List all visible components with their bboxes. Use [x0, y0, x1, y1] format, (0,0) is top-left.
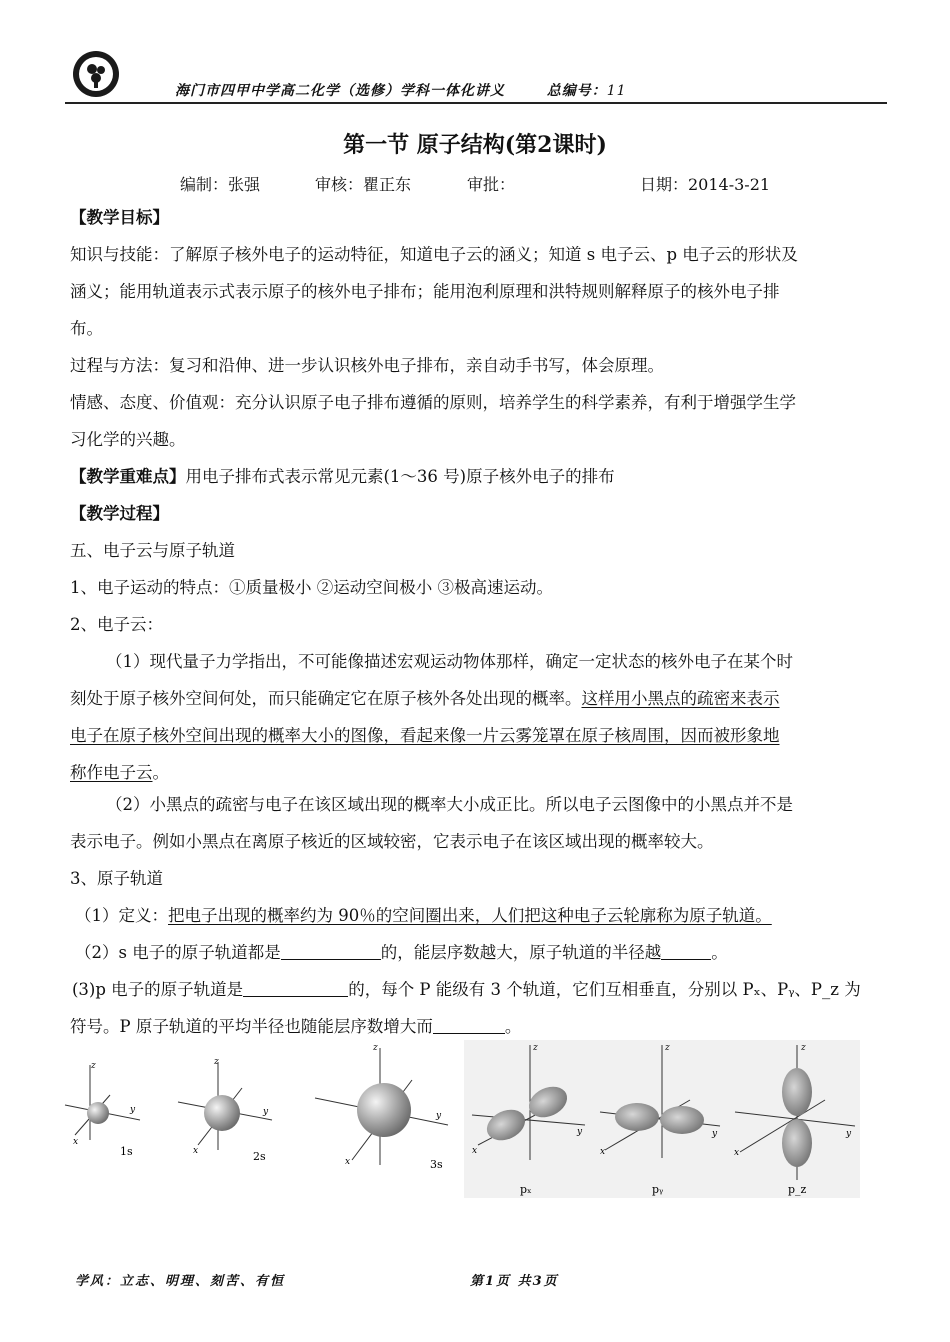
axis-z-2s: z: [214, 1057, 219, 1067]
s-radius-blank[interactable]: [661, 943, 711, 960]
edition-label: 总编号：: [546, 83, 607, 99]
edition-number: 11: [606, 83, 627, 99]
s-orbital-b: 的，能层序数越大，原子轨道的半径越: [380, 943, 662, 962]
orbital-1s: [65, 1061, 140, 1158]
key-points: [70, 458, 890, 495]
reviewer: 审核：瞿正东: [315, 175, 412, 194]
school-logo: [72, 50, 120, 98]
page-title: 第一节 原子结构(第2课时): [343, 132, 607, 158]
knowledge-line-1: 知识与技能：了解原子核外电子的运动特征，知道电子云的涵义；知道 s 电子云、p 电子云的形状及: [70, 245, 798, 264]
orbital-figures: [60, 1040, 860, 1200]
axis-z-py: z: [665, 1043, 670, 1053]
p-orbital-a: (3)p 电子的原子轨道是: [72, 980, 244, 999]
p-orbital-line2-a: 符号。P 原子轨道的平均半径也随能层序数增大而: [70, 1017, 433, 1036]
axis-y-py: y: [712, 1129, 718, 1139]
axis-z-pz: z: [801, 1043, 806, 1053]
axis-x-py: x: [600, 1147, 606, 1157]
header-school-line: [175, 80, 627, 100]
s-orbital-a: （2）s 电子的原子轨道都是: [75, 943, 281, 962]
label-1s: 1s: [120, 1145, 133, 1158]
editor: 编制：张强: [180, 175, 261, 194]
para2-line2: 表示电子。例如小黑点在离原子核近的区域较密，它表示电子在该区域出现的概率较大。: [70, 832, 714, 851]
process-method: 过程与方法：复习和沿伸、进一步认识核外电子排布，亲自动手书写，体会原理。: [70, 356, 664, 375]
axis-y-3s: y: [436, 1111, 442, 1121]
orbital-2s: [178, 1057, 272, 1163]
orbital-3s: [315, 1043, 448, 1171]
para1-line1: （1）现代量子力学指出，不可能像描述宏观运动物体那样，确定一定状态的核外电子在某个时: [106, 652, 793, 671]
p-shape-blank[interactable]: [243, 980, 348, 997]
p-radius-blank[interactable]: [433, 1017, 505, 1034]
axis-y-1s: y: [130, 1105, 136, 1115]
key-text: 用电子排布式表示常见元素(1～36 号)原子核外电子的排布: [185, 467, 615, 486]
approver: 审批：: [467, 175, 516, 194]
item-1: 1、电子运动的特点：①质量极小 ②运动空间极小 ③极高速运动。: [70, 578, 553, 597]
label-2s: 2s: [253, 1150, 266, 1163]
p-orbital-b: 的，每个 P 能级有 3 个轨道，它们互相垂直，分别以 Pₓ、Pᵧ、P_z 为: [348, 980, 861, 999]
s-orbital-line: [75, 934, 895, 971]
para1-line2-a: 刻处于原子核外空间何处，而只能确定它在原子核外各处出现的概率。: [70, 689, 582, 708]
axis-x-3s: x: [345, 1157, 351, 1167]
axis-z-px: z: [533, 1043, 538, 1053]
definition-line: [75, 897, 895, 934]
axis-z-3s: z: [373, 1043, 378, 1053]
school-line: 海门市四甲中学高二化学（选修）学科一体化讲义: [175, 83, 505, 99]
axis-y-pz: y: [846, 1129, 852, 1139]
para1-line4-end: 。: [152, 763, 169, 782]
label-pz: p_z: [788, 1183, 807, 1196]
knowledge-line-2: 涵义；能用轨道表示式表示原子的核外电子排布；能用泡利原理和洪特规则解释原子的核外电子排: [70, 282, 780, 301]
emotion-line-1: 情感、态度、价值观：充分认识原子电子排布遵循的原则，培养学生的科学素养，有利于增强学生学: [70, 393, 796, 412]
axis-x-2s: x: [193, 1146, 199, 1156]
axis-y-px: y: [577, 1127, 583, 1137]
label-px: pₓ: [520, 1183, 532, 1196]
definition-text: 把电子出现的概率约为 90％的空间圈出来，人们把这种电子云轮廓称为原子轨道。: [168, 906, 772, 925]
date: 日期：2014-3-21: [640, 175, 771, 194]
knowledge-line-3: 布。: [70, 319, 103, 338]
header-divider: [65, 102, 887, 104]
p-orbital-line: [72, 971, 892, 1008]
para1-line2: [70, 680, 890, 717]
process-heading: 【教学过程】: [70, 504, 169, 523]
para1-line3: 电子在原子核外空间出现的概率大小的图像，看起来像一片云雾笼罩在原子核周围，因而被形象地: [70, 726, 780, 745]
label-py: pᵧ: [652, 1183, 664, 1196]
emotion-line-2: 习化学的兴趣。: [70, 430, 186, 449]
p-orbital-line2-b: 。: [504, 1017, 522, 1036]
s-orbital-c: 。: [711, 943, 728, 962]
footer-motto: 学风：立志、明理、刻苦、有恒: [75, 1274, 286, 1289]
para2-line1: （2）小黑点的疏密与电子在该区域出现的概率大小成正比。所以电子云图像中的小黑点并不是: [106, 795, 793, 814]
item-3: 3、原子轨道: [70, 869, 163, 888]
axis-z-1s: z: [91, 1061, 96, 1071]
axis-x-px: x: [472, 1146, 478, 1156]
item-2: 2、电子云：: [70, 615, 163, 634]
para1-line4-text: 称作电子云: [70, 763, 153, 782]
section-five: 五、电子云与原子轨道: [70, 541, 235, 560]
para1-line2-b: 这样用小黑点的疏密来表示: [581, 689, 780, 708]
definition-prefix: （1）定义：: [75, 906, 168, 925]
axis-x-1s: x: [73, 1137, 79, 1147]
key-heading: 【教学重难点】: [70, 467, 186, 486]
axis-x-pz: x: [734, 1148, 740, 1158]
axis-y-2s: y: [263, 1107, 269, 1117]
footer-page-number: 第1页 共3页: [470, 1274, 559, 1289]
label-3s: 3s: [430, 1158, 443, 1171]
objectives-heading: 【教学目标】: [70, 208, 169, 227]
s-shape-blank[interactable]: [281, 943, 381, 960]
